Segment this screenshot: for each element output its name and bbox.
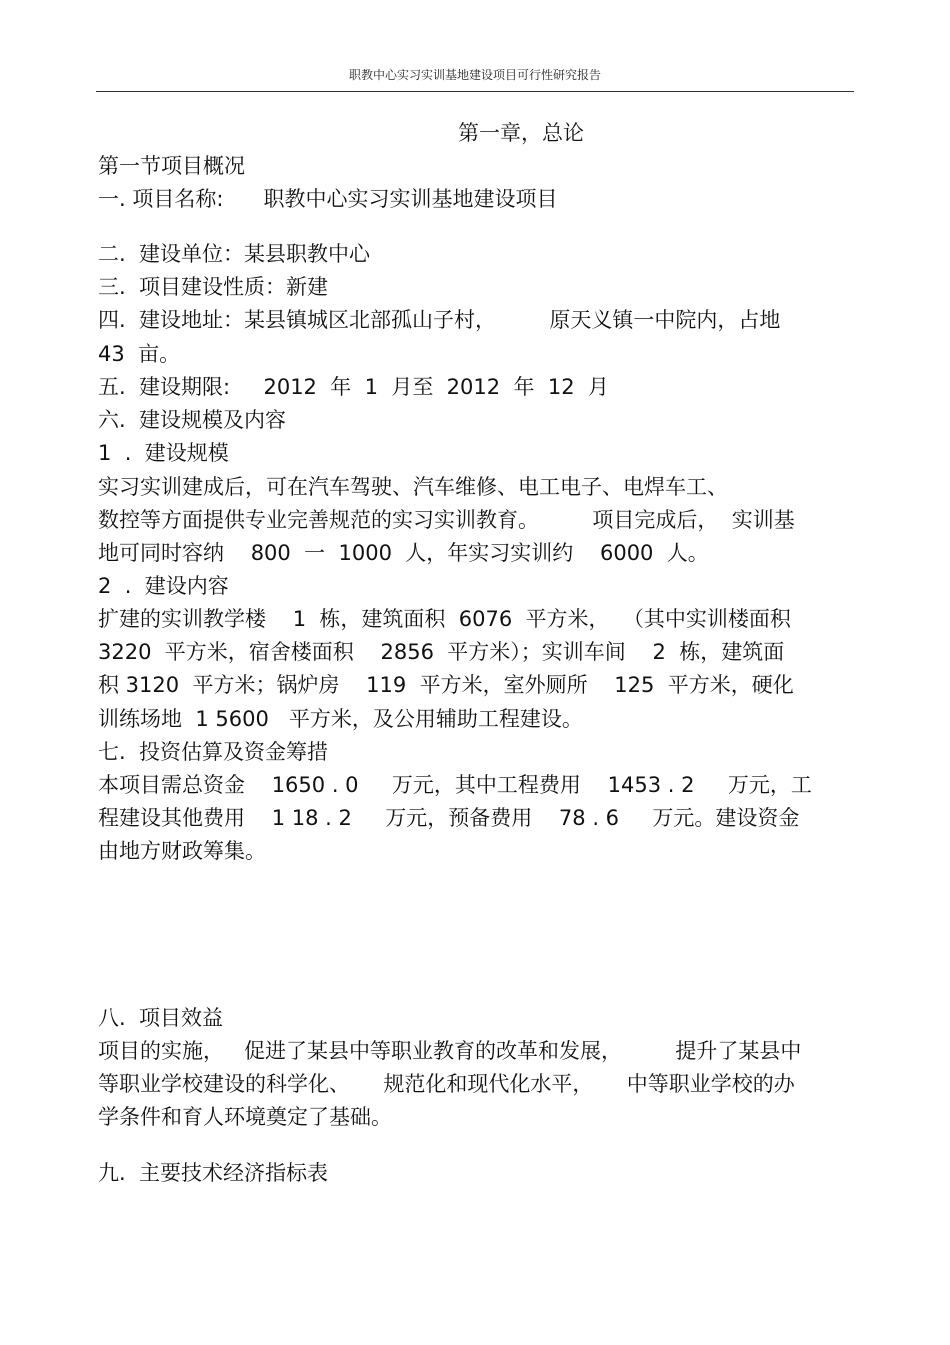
construction-address: 四. 建设地址：某县镇城区北部孤山子村， 原天义镇一中院内，占地 <box>98 308 781 332</box>
paragraph-line: 积 3120 平方米；锅炉房 119 平方米，室外厕所 125 平方米，硬化 <box>98 673 794 697</box>
construction-address-cont: 43 亩。 <box>98 342 181 366</box>
section-heading: 第一节项目概况 <box>98 154 245 178</box>
page-header: 职教中心实习实训基地建设项目可行性研究报告 <box>348 68 601 82</box>
paragraph-line: 学条件和育人环境奠定了基础。 <box>98 1105 392 1129</box>
benefit-heading: 八. 项目效益 <box>98 1006 224 1030</box>
paragraph-line: 训练场地 1 5600 平方米，及公用辅助工程建设。 <box>98 707 583 731</box>
paragraph-line: 程建设其他费用 1 18 . 2 万元，预备费用 78 . 6 万元。建设资金 <box>98 806 800 830</box>
scale-heading: 1 . 建设规模 <box>98 441 229 465</box>
paragraph-line: 地可同时容纳 800 一 1000 人，年实习实训约 6000 人。 <box>98 541 709 565</box>
header-divider <box>96 91 854 92</box>
paragraph-line: 项目的实施， 促进了某县中等职业教育的改革和发展， 提升了某县中 <box>98 1039 802 1063</box>
construction-nature: 三. 项目建设性质：新建 <box>98 275 329 299</box>
paragraph-line: 扩建的实训教学楼 1 栋，建筑面积 6076 平方米， （其中实训楼面积 <box>98 607 791 631</box>
paragraph-line: 等职业学校建设的科学化、 规范化和现代化水平， 中等职业学校的办 <box>98 1072 795 1096</box>
paragraph-line: 3220 平方米，宿舍楼面积 2856 平方米）；实训车间 2 栋，建筑面 <box>98 640 785 664</box>
project-name: 一. 项目名称: 职教中心实习实训基地建设项目 <box>98 187 558 211</box>
indicators-heading: 九. 主要技术经济指标表 <box>98 1161 329 1185</box>
paragraph-line: 由地方财政筹集。 <box>98 839 266 863</box>
paragraph-line: 实习实训建成后，可在汽车驾驶、汽车维修、电工电子、电焊车工、 <box>98 475 728 499</box>
content-heading: 2 . 建设内容 <box>98 574 229 598</box>
paragraph-line: 本项目需总资金 1650 . 0 万元，其中工程费用 1453 . 2 万元，工 <box>98 773 812 797</box>
investment-heading: 七. 投资估算及资金筹措 <box>98 740 329 764</box>
scale-content-heading: 六. 建设规模及内容 <box>98 408 287 432</box>
paragraph-line: 数控等方面提供专业完善规范的实习实训教育。 项目完成后， 实训基 <box>98 508 795 532</box>
construction-unit: 二. 建设单位：某县职教中心 <box>98 242 371 266</box>
construction-period: 五. 建设期限: 2012 年 1 月至 2012 年 12 月 <box>98 375 609 399</box>
chapter-title: 第一章，总论 <box>458 121 584 145</box>
